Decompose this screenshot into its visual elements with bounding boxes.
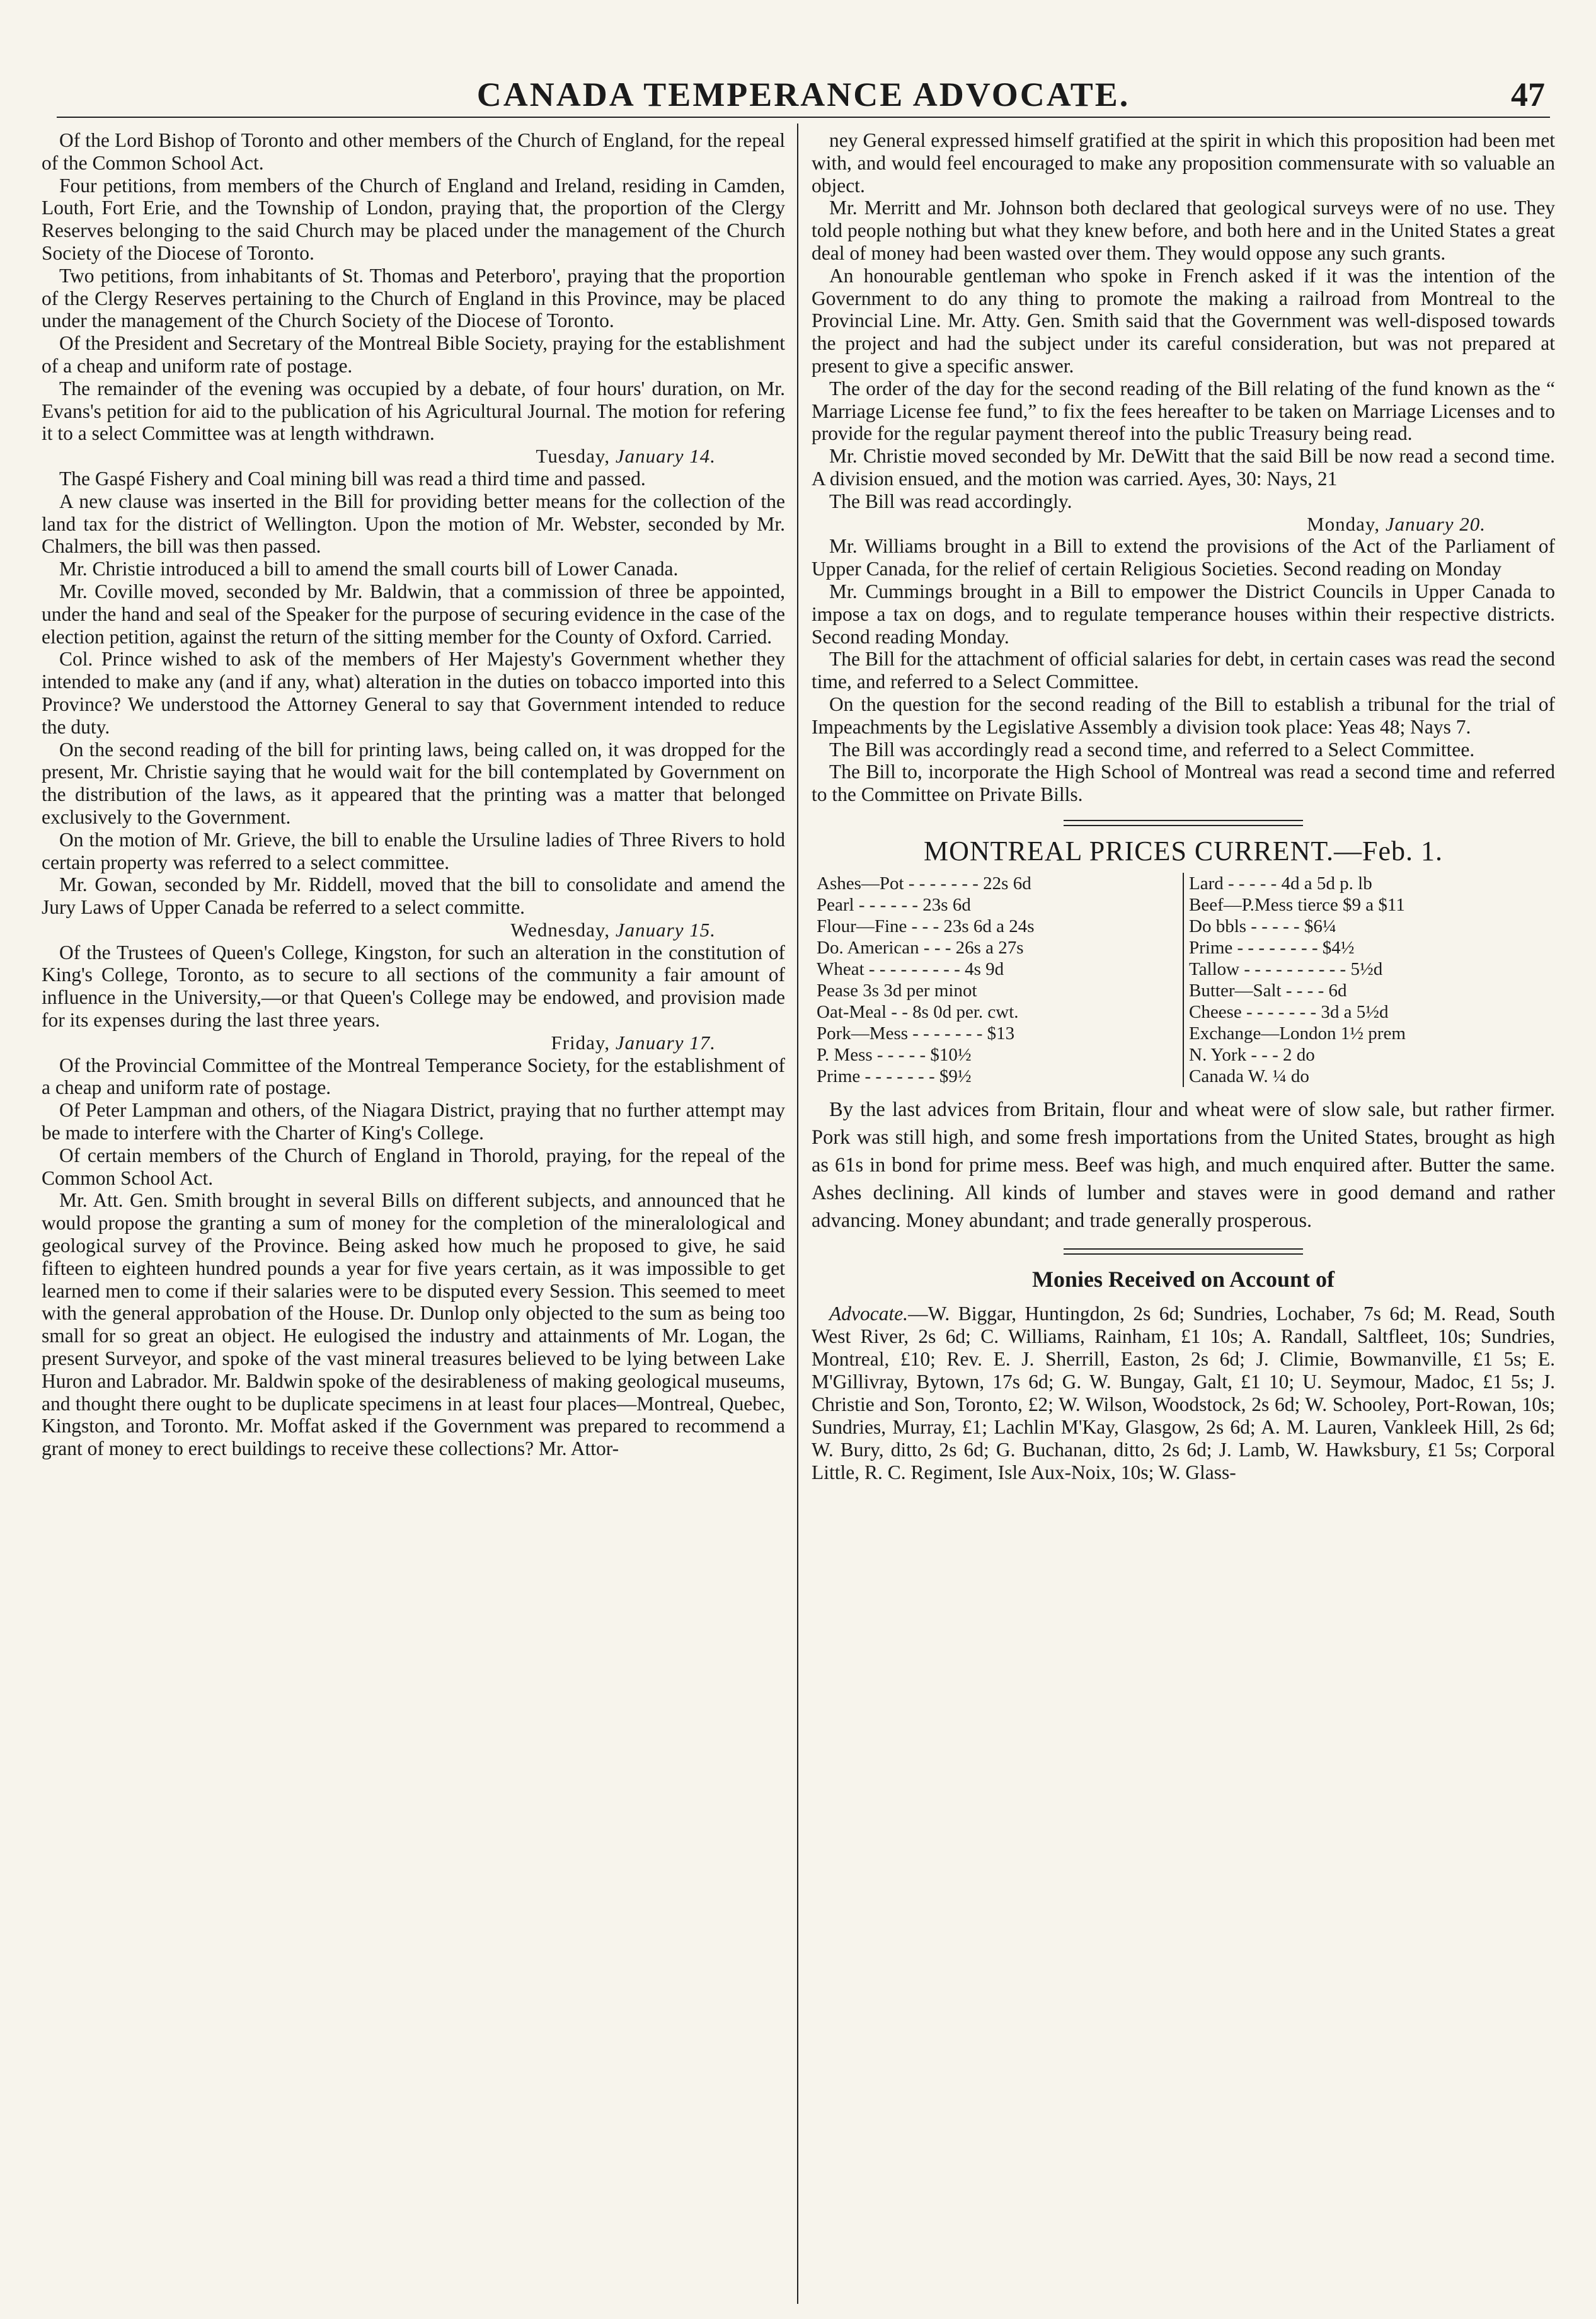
price-row: Wheat - - - - - - - - - 4s 9d: [817, 958, 1004, 979]
dateline: [812, 513, 1555, 536]
price-row: Ashes—Pot - - - - - - - 22s 6d: [817, 873, 1031, 894]
paragraph: Mr. Coville moved, seconded by Mr. Baldwin, that a commission of three be appointed, under the hand and seal of the Speaker for the purpose of securing evidence in the case of the election petition, against the return of the sitting member for the County of Oxford. Carried.: [42, 580, 785, 648]
dateline-day: Tuesday,: [536, 445, 611, 468]
price-row: Lard - - - - - 4d a 5d p. lb: [1189, 873, 1372, 894]
price-row: N. York - - - 2 do: [1189, 1044, 1315, 1065]
price-row: Prime - - - - - - - - $4½: [1189, 937, 1355, 958]
paragraph: The Bill for the attachment of official salaries for debt, in certain cases was read the second time, and referred to a Select Committee.: [812, 648, 1555, 693]
paragraph: The order of the day for the second reading of the Bill relating of the fund known as the “ Marriage License fee fund,” to fix the fees hereafter to be taken on Marriage Licenses and to provide for the regular payment thereof into the public Treasury being read.: [812, 377, 1555, 445]
dateline: [42, 1032, 785, 1054]
paragraph: On the question for the second reading of the Bill to establish a tribunal for the trial of Impeachments by the Legislative Assembly a division took place: Yeas 48; Nays 7.: [812, 693, 1555, 738]
paragraph: Two petitions, from inhabitants of St. Thomas and Peterboro', praying that the proportion of the Clergy Reserves pertaining to the Church of England in this Province, may be placed under the management of the Church Society of the Diocese of Toronto.: [42, 264, 785, 332]
section-separator: [1064, 1248, 1303, 1255]
monies-title: Monies Received on Account of: [1032, 1266, 1335, 1292]
price-row: Pearl - - - - - - 23s 6d: [817, 894, 971, 915]
paragraph: The Bill was accordingly read a second time, and referred to a Select Committee.: [829, 738, 1475, 761]
paragraph: Of the President and Secretary of the Montreal Bible Society, praying for the establishment of a cheap and uniform rate of postage.: [42, 332, 785, 377]
right-column: [812, 129, 1555, 1484]
prices-title: MONTREAL PRICES CURRENT.—Feb. 1.: [923, 835, 1444, 866]
paragraph: On the second reading of the bill for printing laws, being called on, it was dropped for the present, Mr. Christie saying that he would wait for the bill contemplated by Government on the distribution of the laws, as it appeared that the printing was a matter that belonged exclusively to the Government.: [42, 738, 785, 828]
price-row: Pease 3s 3d per minot: [817, 980, 977, 1001]
dateline-date: January 14.: [615, 445, 716, 468]
paragraph: The Gaspé Fishery and Coal mining bill was read a third time and passed.: [59, 467, 646, 490]
dateline-day: Wednesday,: [510, 918, 611, 941]
dateline-day: Monday,: [1307, 512, 1381, 535]
price-row: P. Mess - - - - - $10½: [817, 1044, 972, 1065]
price-row: Tallow - - - - - - - - - - 5½d: [1189, 958, 1383, 979]
price-row: Canada W. ¼ do: [1189, 1066, 1309, 1086]
paragraph: Mr. Christie introduced a bill to amend the small courts bill of Lower Canada.: [59, 558, 679, 580]
prices-right-column: [1183, 873, 1555, 1087]
price-row: Flour—Fine - - - 23s 6d a 24s: [817, 916, 1035, 936]
dateline-date: January 20.: [1385, 512, 1486, 535]
prices-table: [812, 873, 1555, 1087]
dateline-day: Friday,: [551, 1031, 611, 1054]
paragraph: Mr. Cummings brought in a Bill to empower the District Councils in Upper Canada to impose a tax on dogs, and to regulate temperance houses within their respective districts. Second reading Monday.: [812, 580, 1555, 648]
paragraph: The Bill was read accordingly.: [829, 490, 1072, 512]
price-row: Cheese - - - - - - - 3d a 5½d: [1189, 1001, 1389, 1022]
paragraph: Of the Lord Bishop of Toronto and other members of the Church of England, for the repeal of the Common School Act.: [42, 129, 785, 174]
paragraph: Mr. Williams brought in a Bill to extend the provisions of the Act of the Parliament of Upper Canada, for the relief of certain Religious Societies. Second reading on Monday: [812, 535, 1555, 580]
paragraph: Mr. Att. Gen. Smith brought in several Bills on different subjects, and announced that he would propose the granting a sum of money for the completion of the mineralological and geological survey of the Province. Being asked how much he proposed to give, he said fifteen to eighteen hundred pounds a year for five years certain, as it was impossible to get learned men to come if their salaries were to be disputed every Session. This seemed to meet with the general approbation of the House. Dr. Dunlop only objected to the sum as being too small for so great an object. He eulogised the industry and attainments of Mr. Logan, the present Surveyor, and spoke of the vast mineral treasures believed to be lying between Lake Huron and Labrador. Mr. Baldwin spoke of the desirableness of making geological museums, and thought there ought to be duplicate specimens in at least four places—Montreal, Quebec, Kingston, and Toronto. Mr. Moffat asked if the Government was prepared to recommend a grant of money to erect buildings to receive these collections? Mr. Attor-: [42, 1189, 785, 1460]
paragraph: The remainder of the evening was occupied by a debate, of four hours' duration, on Mr. Evans's petition for aid to the publication of his Agricultural Journal. The motion for refering it to a select Committee was at length withdrawn.: [42, 377, 785, 445]
paragraph: Of the Trustees of Queen's College, Kingston, for such an alteration in the constitution of King's College, Toronto, as to secure to all sections of the community a fair amount of influence in the University,—or that Queen's College may be endowed, and provision made for its expenses during the last three years.: [42, 941, 785, 1032]
dateline: [42, 919, 785, 941]
price-row: Oat-Meal - - 8s 0d per. cwt.: [817, 1001, 1019, 1022]
running-title: CANADA TEMPERANCE ADVOCATE.: [476, 76, 1130, 113]
dateline-date: January 17.: [615, 1031, 716, 1054]
price-row: Do bbls - - - - - $6¼: [1189, 916, 1336, 936]
paragraph: Of certain members of the Church of England in Thorold, praying, for the repeal of the Common School Act.: [42, 1144, 785, 1189]
paragraph: Mr. Merritt and Mr. Johnson both declared that geological surveys were of no use. They told people nothing but what they knew before, and both here and in the United States a great deal of money had been wasted over them. They would oppose any such grants.: [812, 197, 1555, 264]
price-row: Prime - - - - - - - $9½: [817, 1066, 972, 1086]
monies-list: [812, 1303, 1555, 1484]
price-row: Butter—Salt - - - - 6d: [1189, 980, 1347, 1001]
monies-text: —W. Biggar, Huntingdon, 2s 6d; Sundries, Lochaber, 7s 6d; M. Read, South West River, 2s 6d; C. Williams, Rainham, £1 10s; A. Randall, Saltfleet, 10s; Sundries, Montreal, £10; Rev. E. J. Sherrill, Easton, 2s 6d; J. Climie, Bowmanville, £1 5s; E. M'Gillivray, Bytown, 17s 6d; G. W. Bungay, Galt, £1 10; U. Seymour, Madoc, £1 5s; J. Christie and Son, Toronto, £2; W. Wilson, Woodstock, 2s 6d; W. Schooley, Port-Rowan, 10s; Sundries, Murray, £1; Lachlin M'Kay, Glasgow, 2s 6d; A. M. Lauren, Vankleek Hill, 2s 6d; W. Bury, ditto, 2s 6d; G. Buchanan, ditto, 2s 6d; J. Lamb, W. Hawksbury, £1 5s; Corporal Little, R. C. Regiment, Isle Aux-Noix, 10s; W. Glass-: [812, 1302, 1555, 1483]
price-row: Do. American - - - 26s a 27s: [817, 937, 1024, 958]
paragraph: A new clause was inserted in the Bill for providing better means for the collection of the land tax for the district of Wellington. Upon the motion of Mr. Webster, seconded by Mr. Chalmers, the bill was then passed.: [42, 490, 785, 558]
paragraph: ney General expressed himself gratified at the spirit in which this proposition had been met with, and would feel encouraged to make any proposition commensurate with so valuable an object.: [812, 129, 1555, 197]
dateline-date: January 15.: [615, 918, 716, 941]
column-divider: [797, 124, 798, 2304]
market-report: By the last advices from Britain, flour and wheat were of slow sale, but rather firmer. Pork was still high, and some fresh importations from the United States, brought as high as 61s in bond for prime mess. Beef was high, and much enquired after. Butter the same. Ashes declining. All kinds of lumber and staves were in good demand and rather advancing. Money abundant; and trade generally prosperous.: [812, 1098, 1555, 1232]
paragraph: Mr. Gowan, seconded by Mr. Riddell, moved that the bill to consolidate and amend the Jury Laws of Upper Canada be referred to a select committe.: [42, 873, 785, 919]
paragraph: On the motion of Mr. Grieve, the bill to enable the Ursuline ladies of Three Rivers to hold certain property was referred to a select committee.: [42, 828, 785, 873]
paragraph: Four petitions, from members of the Church of England and Ireland, residing in Camden, Louth, Fort Erie, and the Township of London, praying that, the proportion of the Clergy Reserves belonging to the said Church may be placed under the management of the Church Society of the Diocese of Toronto.: [42, 174, 785, 264]
paragraph: The Bill to, incorporate the High School of Montreal was read a second time and referred to the Committee on Private Bills.: [812, 761, 1555, 806]
paragraph: Of the Provincial Committee of the Montreal Temperance Society, for the establishment of a cheap and uniform rate of postage.: [42, 1054, 785, 1099]
paragraph: Of Peter Lampman and others, of the Niagara District, praying that no further attempt may be made to interfere with the Charter of King's College.: [42, 1099, 785, 1144]
paragraph: Mr. Christie moved seconded by Mr. DeWitt that the said Bill be now read a second time. A division ensued, and the motion was carried. Ayes, 30: Nays, 21: [812, 445, 1555, 490]
page-number: 47: [1511, 76, 1545, 113]
section-separator: [1064, 820, 1303, 826]
price-row: Exchange—London 1½ prem: [1189, 1023, 1406, 1044]
page-header: [57, 66, 1550, 118]
prices-left-column: [812, 873, 1183, 1087]
price-row: Beef—P.Mess tierce $9 a $11: [1189, 894, 1405, 915]
paragraph: Col. Prince wished to ask of the members of Her Majesty's Government whether they intended to make any (and if any, what) alteration in the duties on tobacco imported into this Province? We understood the Attorney General to say that Government intended to reduce the duty.: [42, 648, 785, 738]
monies-lead: Advocate.: [829, 1302, 909, 1325]
paragraph: An honourable gentleman who spoke in French asked if it was the intention of the Government to do any thing to promote the making a railroad from Montreal to the Provincial Line. Mr. Atty. Gen. Smith said that the Government was well-disposed towards the project and had the subject under its careful consideration, but was not prepared at present to give a specific answer.: [812, 264, 1555, 377]
price-row: Pork—Mess - - - - - - - $13: [817, 1023, 1015, 1044]
dateline: [42, 445, 785, 468]
left-column: [42, 129, 785, 1460]
